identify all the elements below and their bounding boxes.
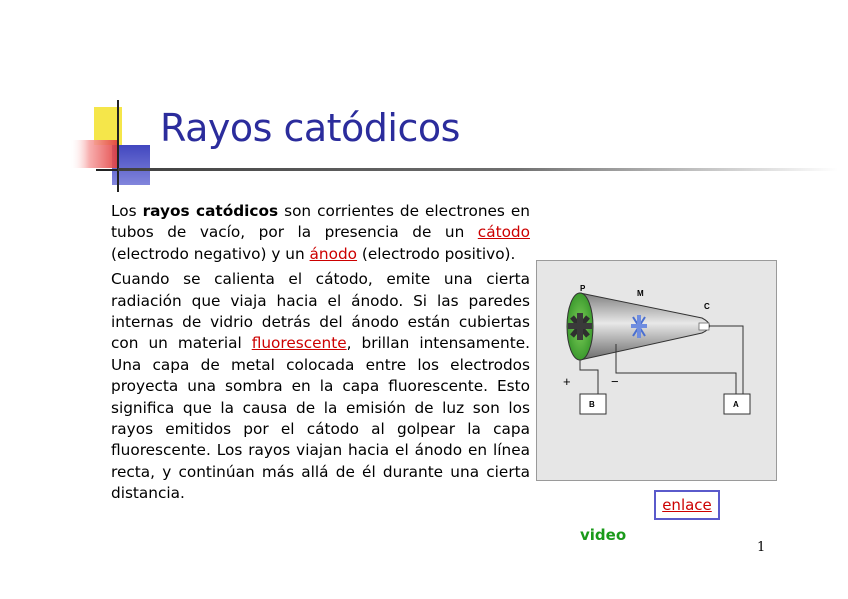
label-c: C (704, 302, 710, 311)
label-plus: + (563, 374, 571, 389)
video-link[interactable]: video (580, 526, 627, 544)
cathode-ray-tube-diagram (536, 260, 777, 481)
page-number: 1 (757, 540, 766, 555)
enlace-link-button[interactable]: enlace (654, 490, 720, 520)
catodo-link[interactable]: cátodo (477, 223, 530, 242)
slide-title: Rayos catódicos (160, 106, 460, 150)
title-underline (118, 168, 838, 171)
term-bold: rayos catódicos (142, 202, 279, 220)
title-decoration (70, 100, 160, 195)
label-m: M (637, 289, 644, 298)
label-a: A (733, 400, 739, 409)
paragraph-2: Cuando se calienta el cátodo, emite una cierta radiación que viaja hacia el ánodo. Si las paredes internas de vidrio detrás del ánodo están cubiertas con un material fluorescente, brillan intensamente. Una capa de metal colocada entre los electrodos proyecta una sombra en la capa fluorescente. Esto significa que la causa de la emisión de luz son los rayos emitidos por el cátodo al golpear la capa fluorescente. Los rayos viajan hacia el ánodo en línea recta, y continúan más allá de él durante una cierta distancia. (111, 270, 531, 503)
label-p: P (580, 284, 586, 293)
fluorescente-link[interactable]: fluorescente (251, 334, 347, 353)
anodo-link[interactable]: ánodo (309, 244, 358, 263)
label-minus: − (611, 374, 619, 389)
label-b: B (589, 400, 595, 409)
paragraph-1: Los rayos catódicos son corrientes de electrones en tubos de vacío, por la presencia de un cátodo (electrodo negativo) y un ánodo (electrodo positivo). (111, 202, 530, 263)
body-text (111, 201, 530, 509)
